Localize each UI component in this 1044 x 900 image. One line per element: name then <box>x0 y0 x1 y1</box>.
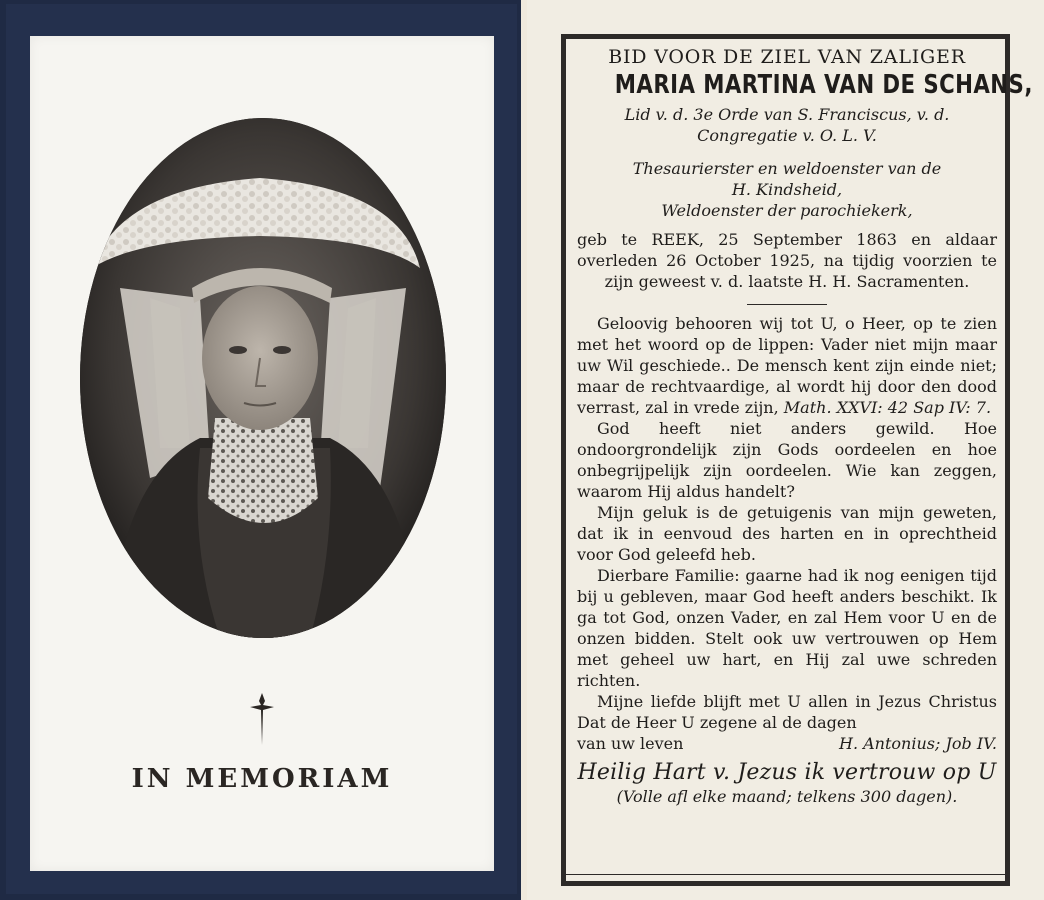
card-paper <box>30 36 494 871</box>
birth-death-info: geb te REEK, 25 September 1863 en aldaar overleden 26 October 1925, na tijdig voorzien te zijn geweest v. d. laatste H. H. Sacramenten. <box>577 230 997 291</box>
paragraph-1: Geloovig behooren wij tot U, o Heer, op te zien met het woord op de lippen: Vader niet mijn maar uw Wil geschiede.. De mensch kent zijn einde niet; maar de rechtvaardige, al wordt hij door den dood verrast, zal in vrede zijn, Math. XXVI: 42 Sap IV: 7. <box>577 314 997 417</box>
memorial-text <box>577 46 1033 808</box>
memorial-card-front <box>0 0 521 900</box>
memorial-card-back <box>527 0 1044 900</box>
portrait-illustration <box>80 118 446 638</box>
paragraph-4: Dierbare Familie: gaarne had ik nog eenigen tijd bij u gebleven, maar God heeft anders beschikt. Ik ga tot God, onzen Vader, en zal Hem voor U en de onzen bidden. Stelt ook uw vertrouwen op Hem met geheel uw hart, en Hij zal uwe schreden richten. <box>577 566 997 690</box>
paragraph-1-reference: Math. XXVI: 42 Sap IV: 7. <box>783 398 992 417</box>
paragraph-5: Mijne liefde blijft met U allen in Jezus Christus Dat de Heer U zegene al de dagen <box>577 692 997 732</box>
portrait-photo <box>80 118 446 638</box>
paragraph-2: God heeft niet anders gewild. Hoe ondoorgrondelijk zijn Gods oordeelen en hoe onbegrijpelijk zijn oordeelen. Wie kan zeggen, waarom Hij aldus handelt? <box>577 419 997 501</box>
divider <box>747 304 827 305</box>
role-line-3: Weldoenster der parochiekerk, <box>661 201 913 220</box>
role-line-1: Thesaurierster en weldoenster van de <box>632 159 942 178</box>
paragraph-5-last-words: van uw leven <box>577 734 684 753</box>
title-line-1: Lid v. d. 3e Orde van S. Franciscus, v. d. <box>624 105 950 124</box>
title-line-2: Congregatie v. O. L. V. <box>697 126 877 145</box>
deceased-name: MARIA MARTINA VAN DE SCHANS, <box>614 70 1033 100</box>
paragraph-5-reference: H. Antonius; Job IV. <box>839 734 997 753</box>
cross-icon <box>246 691 278 747</box>
prayer-heading: BID VOOR DE ZIEL VAN ZALIGER <box>608 46 966 68</box>
sacred-heart-invocation: Heilig Hart v. Jezus ik vertrouw op U <box>577 760 997 785</box>
paragraph-3: Mijn geluk is de getuigenis van mijn geweten, dat ik in eenvoud des harten en in oprechtheid voor God geleefd heb. <box>577 503 997 564</box>
paragraph-5-end <box>577 733 997 754</box>
role-line-2: H. Kindsheid, <box>731 180 843 199</box>
indulgence-note: (Volle afl elke maand; telkens 300 dagen). <box>616 787 958 806</box>
in-memoriam-title: IN MEMORIAM <box>131 764 393 794</box>
